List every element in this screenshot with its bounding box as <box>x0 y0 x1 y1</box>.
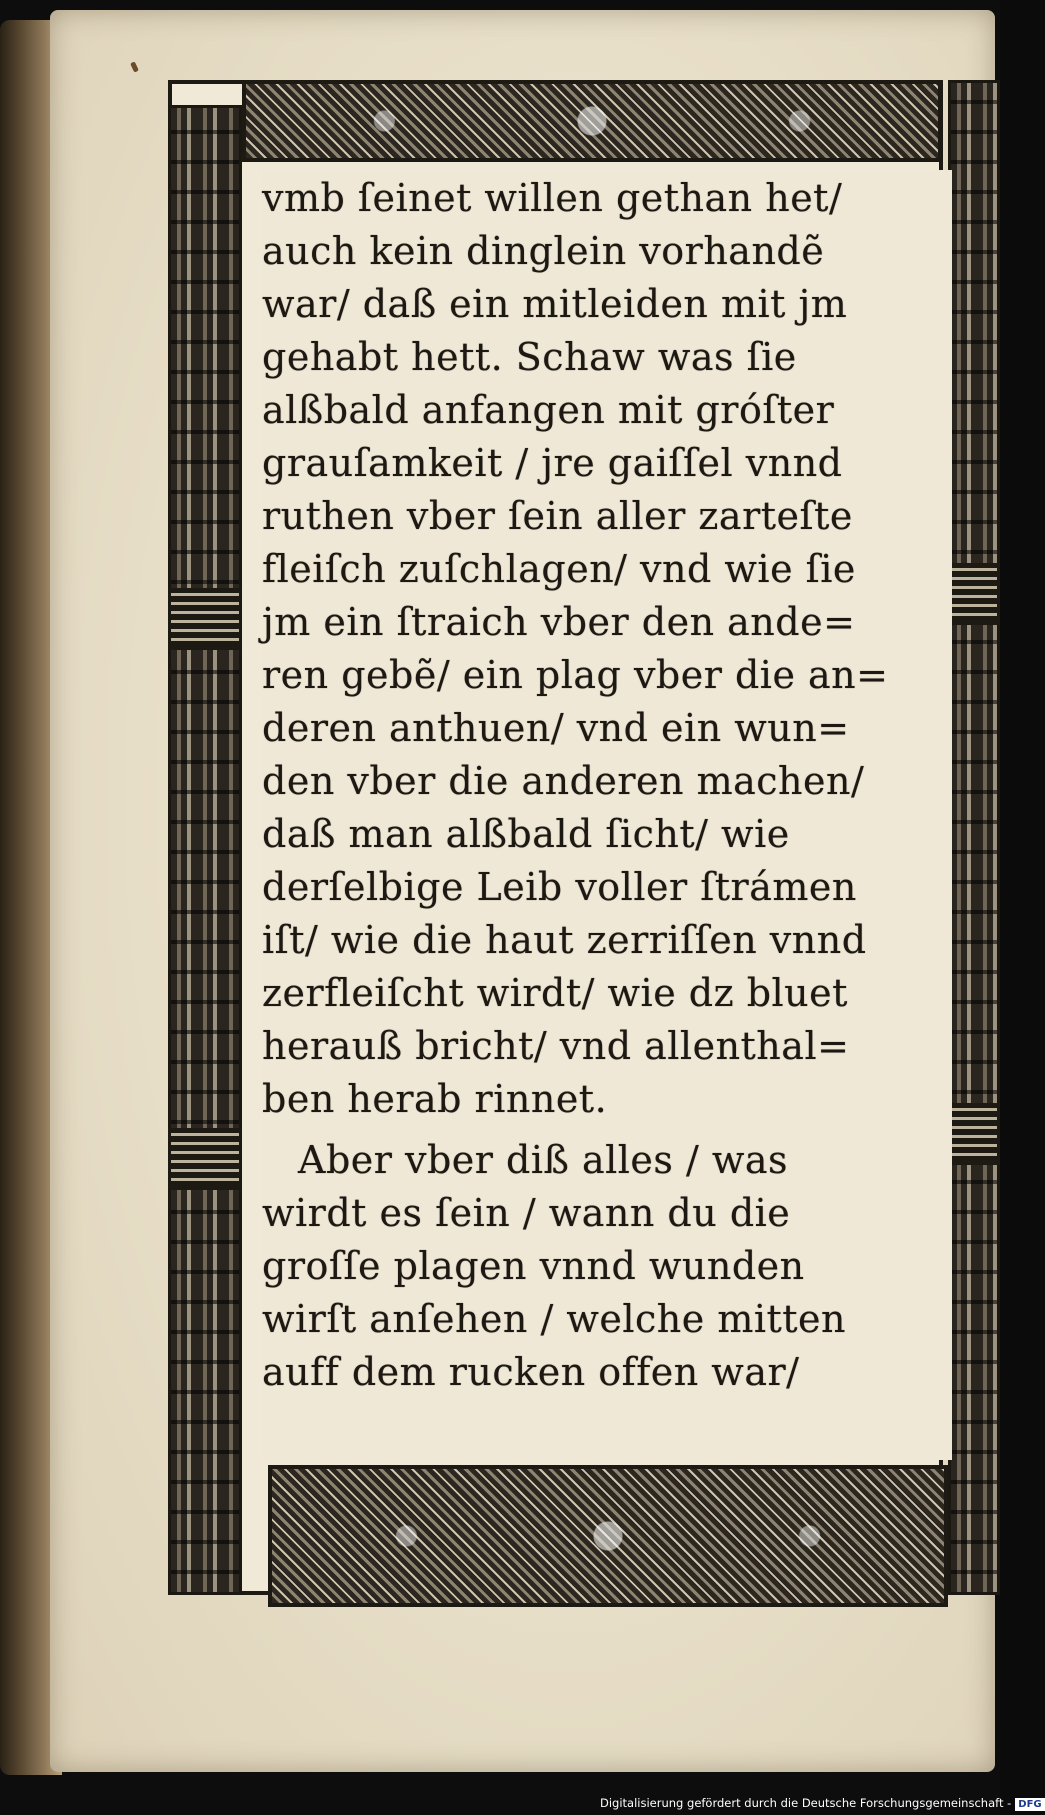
text-line: herauß bricht/ vnd allenthal= <box>262 1024 850 1068</box>
page-text-block <box>262 170 952 1460</box>
text-line: auff dem rucken offen war/ <box>262 1350 800 1394</box>
top-ornamental-band <box>242 80 942 162</box>
text-line: vmb ſeinet willen gethan het/ <box>262 176 843 220</box>
bottom-ornamental-band <box>268 1465 948 1607</box>
text-line: daß man alßbald ſicht/ wie <box>262 812 790 856</box>
text-line: deren anthuen/ vnd ein wun= <box>262 706 850 750</box>
text-line: grauſamkeit / jre gaiſſel vnnd <box>262 441 843 485</box>
dfg-logo: DFG <box>1015 1798 1044 1811</box>
text-line: fleiſch zuſchlagen/ vnd wie ſie <box>262 547 856 591</box>
text-line: zerfleiſcht wirdt/ wie dz bluet <box>262 971 848 1015</box>
text-line: wirdt es ſein / wann du die <box>262 1191 791 1235</box>
text-line: iſt/ wie die haut zerriſſen vnnd <box>262 918 867 962</box>
text-line: auch kein dinglein vorhandẽ <box>262 229 825 273</box>
text-line: jm ein ſtraich vber den ande= <box>262 600 856 644</box>
text-line: derſelbige Leib voller ſtrámen <box>262 865 857 909</box>
text-line: ben herab rinnet. <box>262 1077 608 1121</box>
digitization-credit <box>600 1794 1042 1812</box>
left-ornamental-pillar <box>168 105 242 1595</box>
text-line: groſſe plagen vnnd wunden <box>262 1244 805 1288</box>
text-line: ren gebẽ/ ein plag vber die an= <box>262 653 889 697</box>
text-line: ruthen vber ſein aller zarteſte <box>262 494 853 538</box>
text-line: wirſt anſehen / welche mitten <box>262 1297 847 1341</box>
text-line: den vber die anderen machen/ <box>262 759 865 803</box>
text-line: alßbald anfangen mit gróſter <box>262 388 835 432</box>
text-line: Aber vber diß alles / was <box>298 1138 789 1182</box>
text-line: war/ daß ein mitleiden mit jm <box>262 282 848 326</box>
credit-text: Digitalisierung gefördert durch die Deutsche Forschungsgemeinschaft - <box>600 1796 1012 1810</box>
text-line: gehabt hett. Schaw was ſie <box>262 335 797 379</box>
right-ornamental-pillar <box>948 80 1000 1595</box>
